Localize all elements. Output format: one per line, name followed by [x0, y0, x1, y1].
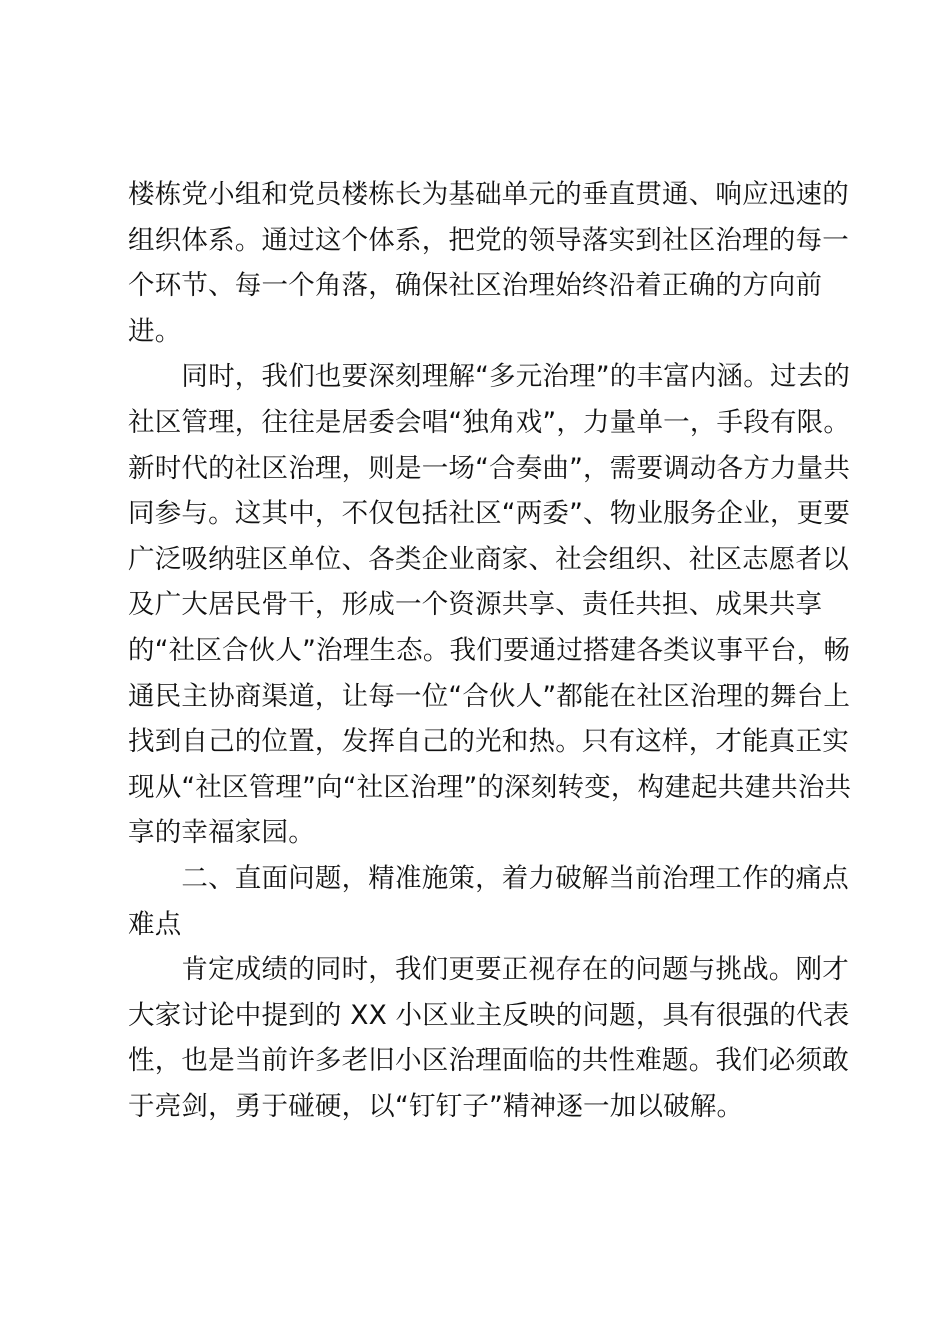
body-text: [128, 172, 852, 1129]
section-heading-line: 难点: [128, 908, 182, 940]
text-line: 个环节、每一个角落，确保社区治理始终沿着正确的方向前: [128, 270, 823, 302]
text-line: 现从“社区管理”向“社区治理”的深刻转变，构建起共建共治共: [128, 771, 852, 803]
text-line: 社区管理，往往是居委会唱“独角戏”，力量单一，手段有限。: [128, 406, 851, 438]
text-line: 通民主协商渠道，让每一位“合伙人”都能在社区治理的舞台上: [128, 680, 851, 712]
text-line: 组织体系。通过这个体系，把党的领导落实到社区治理的每一: [128, 224, 849, 256]
text-line: 新时代的社区治理，则是一场“合奏曲”，需要调动各方力量共: [128, 452, 851, 484]
paragraph-start-line: 同时，我们也要深刻理解“多元治理”的丰富内涵。过去的: [128, 361, 851, 393]
text-line: 同参与。这其中，不仅包括社区“两委”、物业服务企业，更要: [128, 498, 851, 530]
text-line: 大家讨论中提到的 XX 小区业主反映的问题，具有很强的代表: [128, 999, 850, 1031]
text-line: 于亮剑，勇于碰硬，以“钉钉子”精神逐一加以破解。: [128, 1090, 744, 1122]
text-line: 楼栋党小组和党员楼栋长为基础单元的垂直贯通、响应迅速的: [128, 179, 849, 210]
text-line: 的“社区合伙人”治理生态。我们要通过搭建各类议事平台，畅: [128, 634, 851, 666]
text-line: 找到自己的位置，发挥自己的光和热。只有这样，才能真正实: [128, 726, 849, 758]
text-line: 享的幸福家园。: [128, 817, 315, 849]
text-line: 性，也是当前许多老旧小区治理面临的共性难题。我们必须敢: [128, 1045, 849, 1077]
section-heading-line: 二、直面问题，精准施策，着力破解当前治理工作的痛点: [128, 862, 849, 894]
text-line: 广泛吸纳驻区单位、各类企业商家、社会组织、社区志愿者以: [128, 543, 849, 575]
text-line: 进。: [128, 315, 182, 347]
text-line: 及广大居民骨干，形成一个资源共享、责任共担、成果共享: [128, 589, 823, 621]
paragraph-start-line: 肯定成绩的同时，我们更要正视存在的问题与挑战。刚才: [128, 954, 849, 986]
